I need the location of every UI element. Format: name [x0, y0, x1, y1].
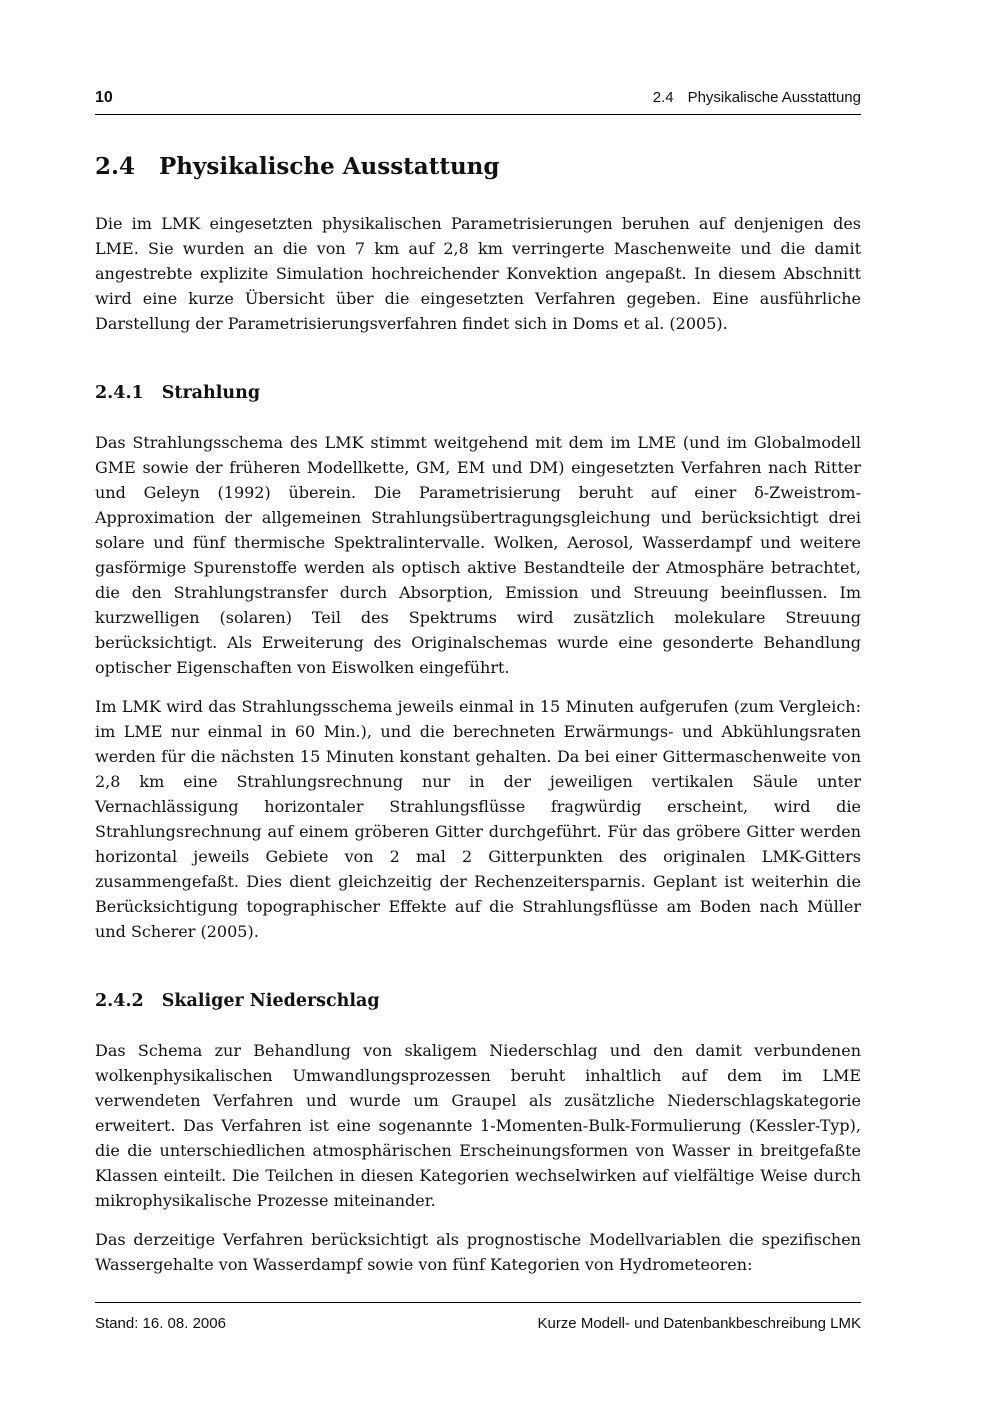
- subsection-heading-niederschlag: [95, 990, 861, 1012]
- niederschlag-paragraph-1: Das Schema zur Behandlung von skaligem Niederschlag und den damit verbundenen wolkenphysikalischen Umwandlungsprozessen beruht inhaltlich auf dem im LME verwendeten Verfahren und wurde um Graupel als zusätzliche Niederschlagskategorie erweitert. Das Verfahren ist eine sogenannte 1-Momenten-Bulk-Formulierung (Kessler-Typ), die die unterschiedlichen atmosphärischen Erscheinungsformen von Wasser in breitgefaßte Klassen einteilt. Die Teilchen in diesen Kategorien wechselwirken auf vielfältige Weise durch mikrophysikalische Prozesse miteinander.: [95, 1041, 861, 1210]
- strahlung-paragraph-2: Im LMK wird das Strahlungsschema jeweils einmal in 15 Minuten aufgerufen (zum Vergleich: im LME nur einmal in 60 Min.), und die berechneten Erwärmungs- und Abkühlungsraten werden für die nächsten 15 Minuten konstant gehalten. Da bei einer Gittermaschenweite von 2,8 km eine Strahlungsrechnung nur in der jeweiligen vertikalen Säule unter Vernachlässigung horizontaler Strahlungsflüsse fragwürdig erscheint, wird die Strahlungsrechnung auf einem gröberen Gitter durchgeführt. Für das gröbere Gitter werden horizontal jeweils Gebiete von 2 mal 2 Gitterpunkten des originalen LMK-Gitters zusammengefaßt. Dies dient gleichzeitig der Rechenzeitersparnis. Geplant ist weiterhin die Berücksichtigung topographischer Effekte auf die Strahlungsflüsse am Boden nach Müller und Scherer (2005).: [95, 697, 861, 941]
- intro-paragraph: Die im LMK eingesetzten physikalischen Parametrisierungen beruhen auf denjenigen des LME. Sie wurden an die von 7 km auf 2,8 km verringerte Maschenweite und die damit angestrebte explizite Simulation hochreichender Konvektion angepaßt. In diesem Abschnitt wird eine kurze Übersicht über die eingesetzten Verfahren gegeben. Eine ausführliche Darstellung der Parametrisierungsverfahren findet sich in Doms et al. (2005).: [95, 214, 861, 333]
- text-column: [95, 88, 861, 1277]
- footer-doc-title: Kurze Modell- und Datenbankbeschreibung LMK: [537, 1315, 861, 1332]
- page-number: 10: [95, 89, 113, 106]
- running-header: [653, 88, 861, 107]
- subsection-number: 2.4.1: [95, 383, 144, 403]
- subsection-number: 2.4.2: [95, 991, 144, 1011]
- section-number: 2.4: [95, 153, 136, 180]
- subsection-heading-strahlung: [95, 382, 861, 404]
- running-section-number: 2.4: [652, 89, 674, 106]
- page-footer: [95, 1302, 861, 1333]
- section-heading: [95, 153, 861, 181]
- subsection-title: Skaliger Niederschlag: [161, 991, 380, 1011]
- section-title: Physikalische Ausstattung: [159, 153, 500, 180]
- footer-row: [95, 1314, 861, 1333]
- header-rule: [95, 114, 861, 115]
- page-header: [95, 88, 861, 107]
- running-section-title: Physikalische Ausstattung: [687, 89, 861, 106]
- subsection-title: Strahlung: [161, 383, 261, 403]
- strahlung-paragraph-1: Das Strahlungsschema des LMK stimmt weitgehend mit dem im LME (und im Globalmodell GME sowie der früheren Modellkette, GM, EM und DM) eingesetzten Verfahren nach Ritter und Geleyn (1992) überein. Die Parametrisierung beruht auf einer δ-Zweistrom-Approximation der allgemeinen Strahlungsübertragungsgleichung und berücksichtigt drei solare und fünf thermische Spektralintervalle. Wolken, Aerosol, Wasserdampf und weitere gasförmige Spurenstoffe werden als optisch aktive Bestandteile der Atmosphäre betrachtet, die den Strahlungstransfer durch Absorption, Emission und Streuung beeinflussen. Im kurzwelligen (solaren) Teil des Spektrums wird zusätzlich molekulare Streuung berücksichtigt. Als Erweiterung des Originalschemas wurde eine gesonderte Behandlung optischer Eigenschaften von Eiswolken eingeführt.: [95, 433, 861, 677]
- footer-rule: [95, 1302, 861, 1303]
- footer-date: Stand: 16. 08. 2006: [95, 1315, 226, 1332]
- niederschlag-paragraph-2: Das derzeitige Verfahren berücksichtigt als prognostische Modellvariablen die spezifischen Wassergehalte von Wasserdampf sowie von fünf Kategorien von Hydrometeoren:: [95, 1230, 861, 1274]
